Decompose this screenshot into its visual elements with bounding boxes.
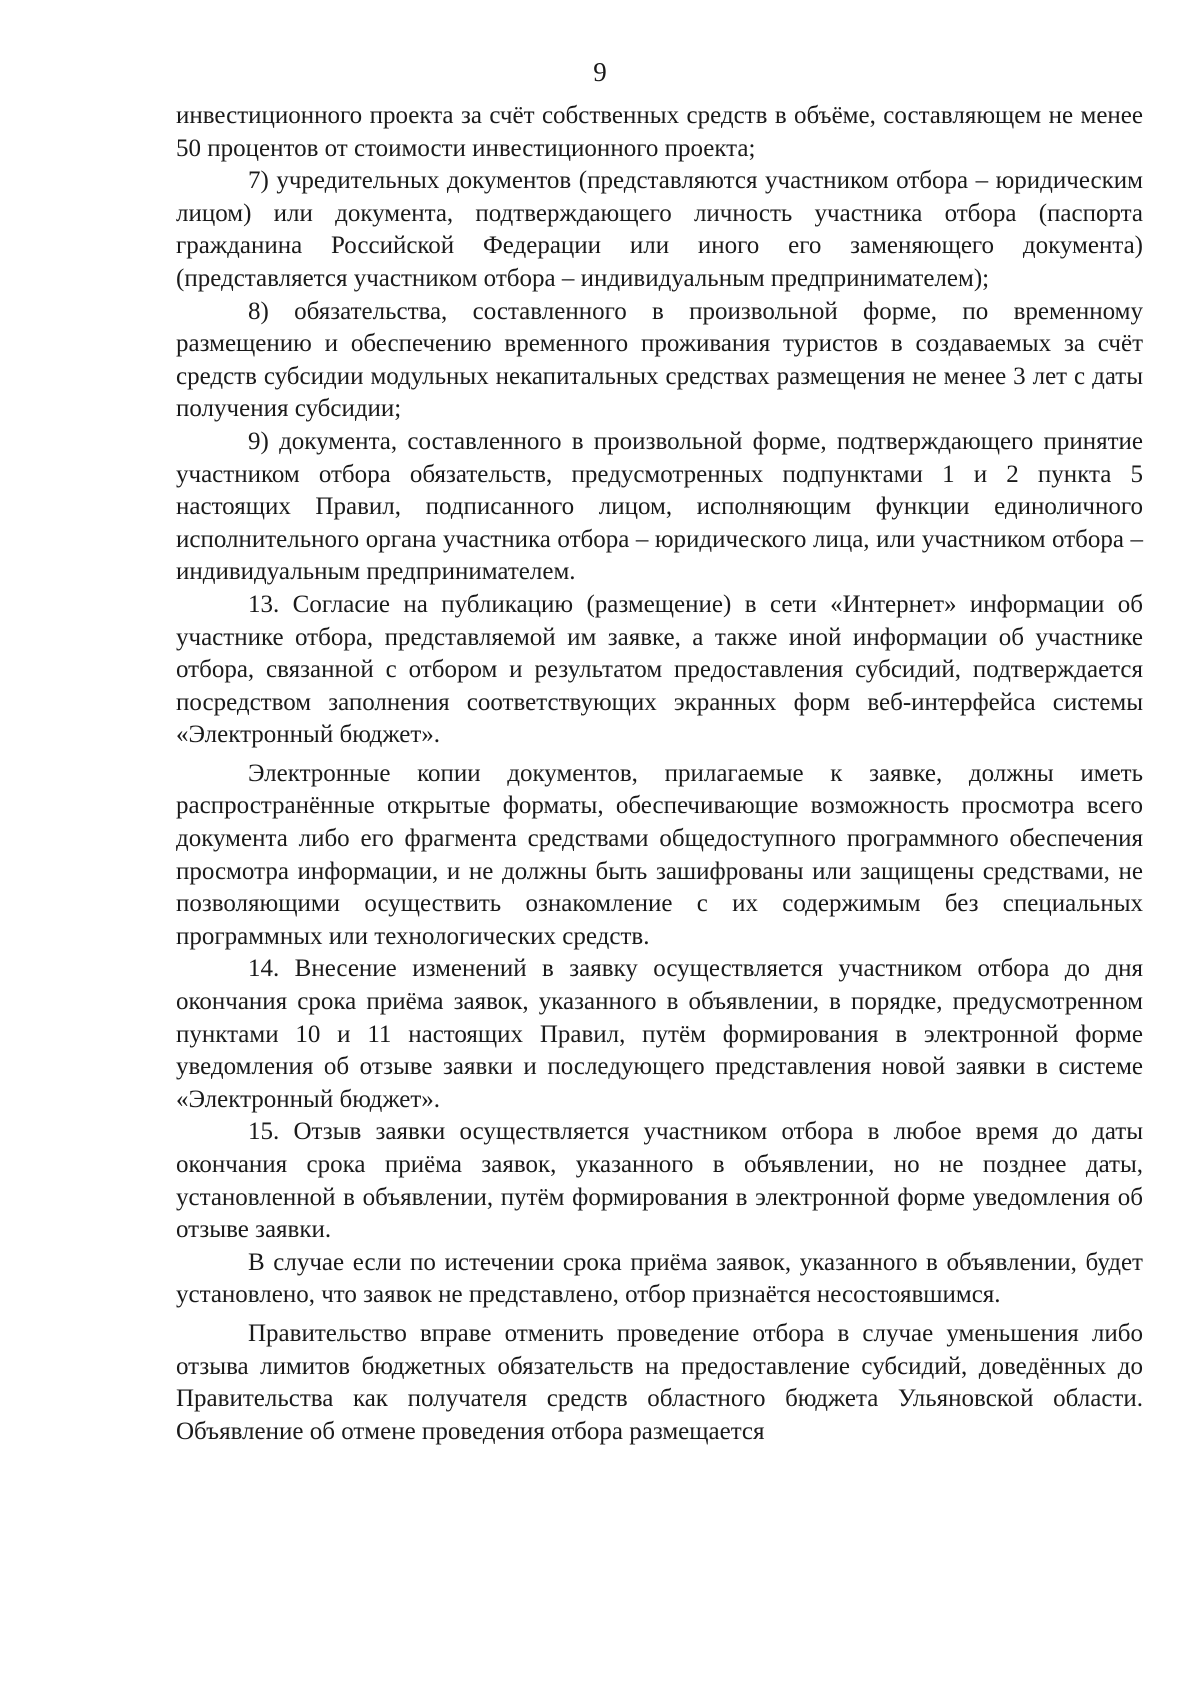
paragraph-government-cancel: Правительство вправе отменить проведение отбора в случае уменьшения либо отзыва лимитов бюджетных обязательств на предоставление субсидий, доведённых до Правительства как получателя средств областного бюджета Ульяновской области. Объявление об отмене проведения отбора размещается (176, 1319, 1143, 1445)
paragraph-electronic-copies: Электронные копии документов, прилагаемые к заявке, должны иметь распространённые открытые форматы, обеспечивающие возможность просмотра всего документа либо его фрагмента средствами общедоступного программного обеспечения просмотра информации, и не должны быть зашифрованы или защищены средствами, не позволяющими осуществить ознакомление с их содержимым без специальных программных или технологических средств. (176, 759, 1143, 950)
paragraph-section-13: 13. Согласие на публикацию (размещение) в сети «Интернет» информации об участнике отбора, представляемой им заявке, а также иной информации об участнике отбора, связанной с отбором и результатом предоставления субсидий, подтверждается посредством заполнения соответствующих экранных форм веб-интерфейса системы «Электронный бюджет». (176, 590, 1143, 749)
paragraph-item-7: 7) учредительных документов (представляются участником отбора – юридическим лицом) или документа, подтверждающего личность участника отбора (паспорта гражданина Российской Федерации или иного его заменяющего документа) (представляется участником отбора – индивидуальным предпринимателем); (176, 167, 1143, 292)
paragraph-item-9: 9) документа, составленного в произвольной форме, подтверждающего принятие участником отбора обязательств, предусмотренных подпунктами 1 и 2 пункта 5 настоящих Правил, подписанного лицом, исполняющим функции единоличного исполнительного органа участника отбора – юридического лица, или участником отбора – индивидуальным предпринимателем. (176, 427, 1143, 586)
document-body (176, 100, 1143, 1448)
paragraph-no-applications: В случае если по истечении срока приёма заявок, указанного в объявлении, будет установлено, что заявок не представлено, отбор признаётся несостоявшимся. (176, 1248, 1143, 1309)
page-number: 9 (593, 57, 607, 87)
paragraph-item-8: 8) обязательства, составленного в произвольной форме, по временному размещению и обеспечению временного проживания туристов в создаваемых за счёт средств субсидии модульных некапитальных средствах размещения не менее 3 лет с даты получения субсидии; (176, 297, 1143, 423)
paragraph-continuation: инвестиционного проекта за счёт собственных средств в объёме, составляющем не менее 50 процентов от стоимости инвестиционного проекта; (176, 102, 1143, 162)
paragraph-section-15: 15. Отзыв заявки осуществляется участником отбора в любое время до даты окончания срока приёма заявок, указанного в объявлении, но не позднее даты, установленной в объявлении, путём формирования в электронной форме уведомления об отзыве заявки. (176, 1118, 1143, 1244)
paragraph-section-14: 14. Внесение изменений в заявку осуществляется участником отбора до дня окончания срока приёма заявок, указанного в объявлении, в порядке, предусмотренном пунктами 10 и 11 настоящих Правил, путём формирования в электронной форме уведомления об отзыве заявки и последующего представления новой заявки в системе «Электронный бюджет». (176, 955, 1143, 1113)
